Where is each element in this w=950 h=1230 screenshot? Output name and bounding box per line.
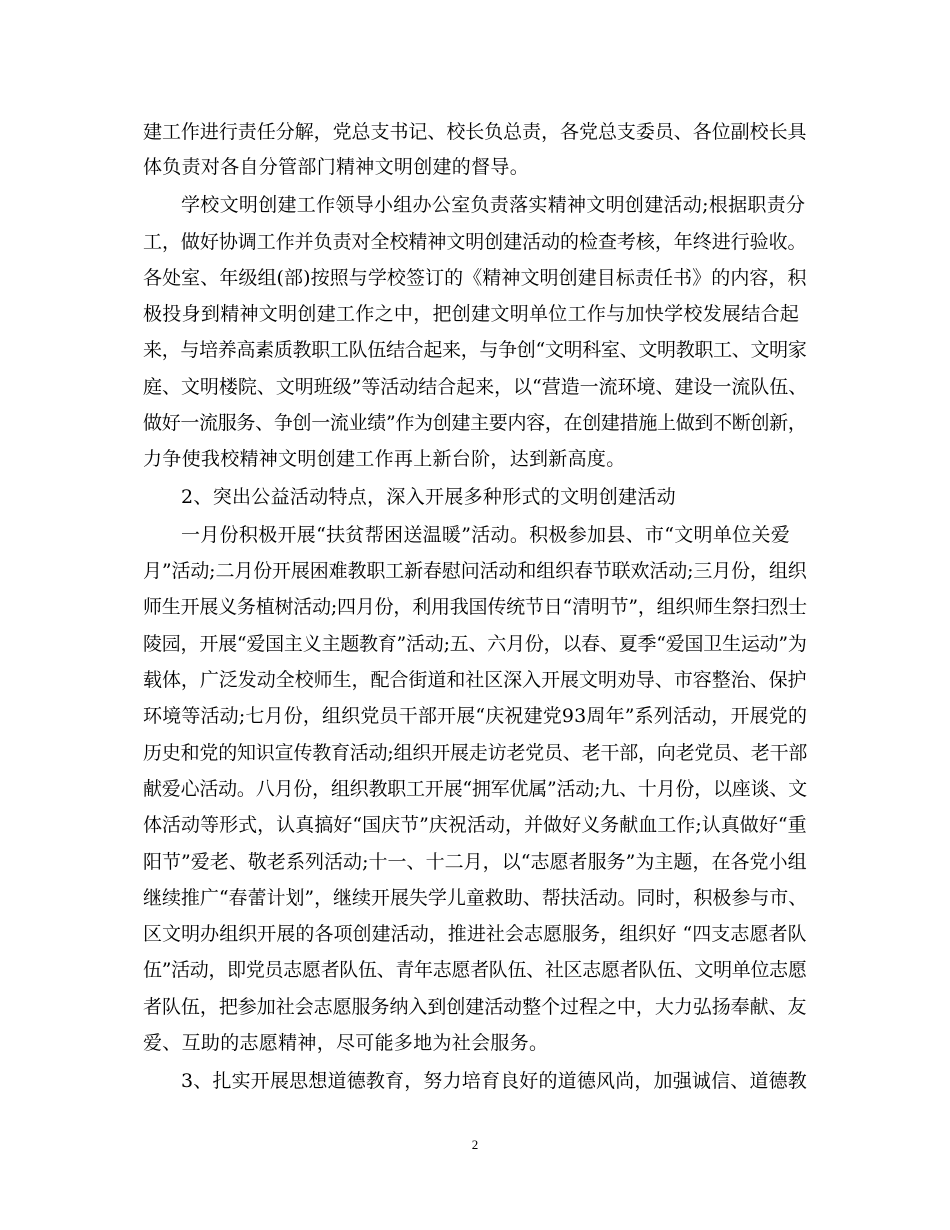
text-line: 继续推广“春蕾计划”，继续开展失学儿童救助、帮扶活动。同时，积极参与市、 [143, 887, 808, 909]
text-line: 献爱心活动。八月份，组织教职工开展“拥军优属”活动;九、十月份，以座谈、文 [143, 778, 807, 800]
text-line: 来，与培养高素质教职工队伍结合起来，与争创“文明科室、文明教职工、文明家 [143, 339, 807, 361]
text-line: 建工作进行责任分解，党总支书记、校长负总责，各党总支委员、各位副校长具 [143, 121, 807, 143]
text-line: 历史和党的知识宣传教育活动;组织开展走访老党员、老干部，向老党员、老干部 [143, 742, 808, 764]
text-line: 体负责对各自分管部门精神文明创建的督导。 [143, 156, 530, 178]
text-line: 环境等活动;七月份，组织党员干部开展“庆祝建党93周年”系列活动，开展党的 [143, 705, 808, 727]
text-line: 做好一流服务、争创一流业绩”作为创建主要内容，在创建措施上做到不断创新， [143, 412, 807, 434]
text-line: 者队伍，把参加社会志愿服务纳入到创建活动整个过程之中，大力弘扬奉献、友 [143, 996, 807, 1018]
page-number: 2 [471, 1137, 479, 1152]
text-line: 庭、文明楼院、文明班级”等活动结合起来，以“营造一流环境、建设一流队伍、 [143, 376, 808, 398]
text-line: 区文明办组织开展的各项创建活动，推进社会志愿服务，组织好 “四支志愿者队 [143, 923, 807, 945]
section-heading-2: 2、突出公益活动特点，深入开展多种形式的文明创建活动 [181, 486, 676, 508]
paragraph-first-line: 学校文明创建工作领导小组办公室负责落实精神文明创建活动;根据职责分 [181, 194, 806, 216]
text-line: 工，做好协调工作并负责对全校精神文明创建活动的检查考核，年终进行验收。 [143, 231, 807, 253]
text-line: 师生开展义务植树活动;四月份，利用我国传统节日“清明节”，组织师生祭扫烈士 [143, 596, 807, 618]
paragraph-first-line: 一月份积极开展“扶贫帮困送温暖”活动。积极参加县、市“文明单位关爱 [181, 524, 791, 546]
section-heading-3: 3、扎实开展思想道德教育，努力培育良好的道德风尚，加强诚信、道德教 [181, 1070, 807, 1092]
text-line: 爱、互助的志愿精神，尽可能多地为社会服务。 [143, 1032, 549, 1054]
text-line: 陵园，开展“爱国主义主题教育”活动;五、六月份，以春、夏季“爱国卫生运动”为 [143, 633, 807, 655]
text-line: 伍”活动，即党员志愿者队伍、青年志愿者队伍、社区志愿者队伍、文明单位志愿 [143, 959, 807, 981]
text-line: 各处室、年级组(部)按照与学校签订的《精神文明创建目标责任书》的内容，积 [143, 267, 807, 289]
text-line: 力争使我校精神文明创建工作再上新台阶，达到新高度。 [143, 448, 626, 470]
text-line: 阳节”爱老、敬老系列活动;十一、十二月，以“志愿者服务”为主题，在各党小组 [143, 851, 807, 873]
text-line: 月”活动;二月份开展困难教职工新春慰问活动和组织春节联欢活动;三月份，组织 [143, 560, 807, 582]
text-line: 体活动等形式，认真搞好“国庆节”庆祝活动，并做好义务献血工作;认真做好“重 [143, 814, 807, 836]
text-line: 极投身到精神文明创建工作之中，把创建文明单位工作与加快学校发展结合起 [143, 303, 800, 325]
text-line: 载体，广泛发动全校师生，配合街道和社区深入开展文明劝导、市容整治、保护 [143, 669, 807, 691]
